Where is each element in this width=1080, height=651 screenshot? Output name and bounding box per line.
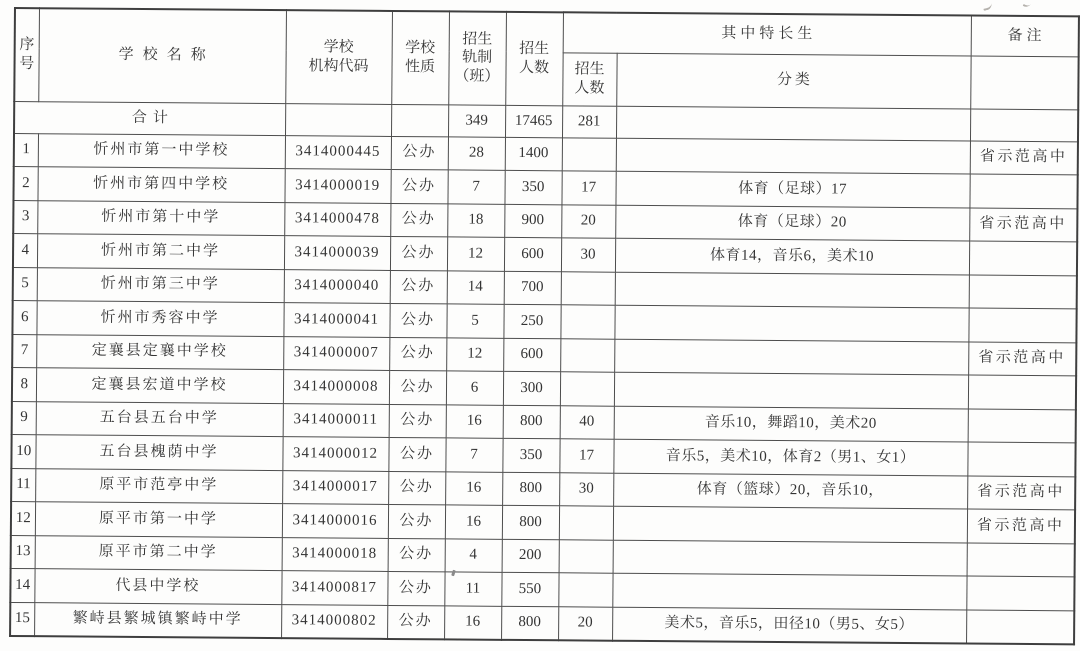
cell-school-name: 代县中学校 — [34, 569, 281, 604]
cell-special-category: 美术5，音乐5，田径10（男5、女5） — [612, 607, 966, 643]
cell-enroll-classes: 4 — [445, 538, 502, 572]
cell-special-category — [614, 372, 968, 408]
table-row — [10, 602, 1074, 644]
cell-school-code: 3414000041 — [283, 303, 389, 337]
cell-enroll-students: 550 — [501, 572, 558, 606]
summary-category — [616, 106, 970, 141]
cell-school-name: 忻州市第三中学 — [37, 267, 284, 302]
cell-school-nature: 公办 — [389, 404, 446, 438]
cell-school-code: 3414000817 — [281, 571, 387, 605]
scan-artifact-mark — [982, 2, 992, 11]
cell-enroll-students: 800 — [503, 405, 560, 439]
cell-special-category — [614, 305, 968, 341]
header-remark: 备注 — [971, 16, 1079, 57]
header-enroll-classes: 招生 轨制 （班） — [448, 11, 506, 104]
cell-school-name: 忻州市秀容中学 — [36, 301, 283, 336]
cell-special-category — [614, 339, 968, 375]
table-wrapper — [9, 7, 1080, 645]
cell-school-name: 忻州市第四中学校 — [37, 167, 284, 202]
table-body — [10, 133, 1078, 644]
cell-school-name: 繁峙县繁城镇繁峙中学 — [34, 602, 281, 637]
cell-remark — [969, 275, 1077, 309]
cell-enroll-classes: 16 — [445, 471, 502, 505]
cell-school-nature: 公办 — [388, 471, 445, 505]
cell-school-name: 忻州市第一中学校 — [38, 133, 285, 168]
cell-school-name: 忻州市第十中学 — [37, 200, 284, 235]
cell-enroll-students: 800 — [502, 505, 559, 539]
cell-school-nature: 公办 — [390, 270, 447, 304]
cell-special-students — [562, 137, 616, 171]
cell-enroll-students: 250 — [503, 304, 560, 338]
header-serial-no: 序号 — [14, 8, 39, 101]
cell-enroll-students: 800 — [501, 606, 558, 640]
cell-special-category — [613, 540, 967, 576]
summary-label: 合计 — [14, 101, 285, 135]
cell-serial-no: 5 — [13, 267, 37, 301]
cell-school-code: 3414000011 — [283, 403, 389, 437]
cell-serial-no: 3 — [13, 200, 37, 234]
cell-remark — [967, 543, 1075, 577]
cell-special-students: 20 — [558, 606, 612, 640]
cell-serial-no: 11 — [11, 468, 35, 502]
cell-remark — [968, 308, 1076, 342]
header-school-nature: 学校 性质 — [391, 11, 449, 104]
cell-remark — [968, 375, 1076, 409]
header-special-category: 分类 — [616, 53, 970, 109]
cell-special-students — [561, 271, 615, 305]
cell-serial-no: 13 — [11, 535, 35, 569]
cell-serial-no: 7 — [12, 334, 36, 368]
cell-school-code: 3414000012 — [282, 437, 388, 471]
summary-special-students: 281 — [562, 105, 616, 137]
cell-serial-no: 9 — [12, 401, 36, 435]
cell-remark — [969, 241, 1077, 275]
cell-school-code: 3414000039 — [284, 236, 390, 270]
cell-school-name: 原平市第二中学 — [35, 535, 282, 570]
cell-remark: 省示范高中 — [969, 208, 1077, 242]
cell-enroll-students: 800 — [502, 472, 559, 506]
cell-school-code: 3414000478 — [284, 202, 390, 236]
cell-enroll-classes: 16 — [444, 605, 501, 639]
cell-remark: 省示范高中 — [967, 509, 1075, 543]
cell-school-nature: 公办 — [387, 571, 444, 605]
cell-enroll-classes: 7 — [445, 438, 502, 472]
cell-school-code: 3414000802 — [281, 604, 387, 638]
cell-enroll-students: 900 — [504, 204, 561, 238]
cell-special-students — [560, 305, 614, 339]
cell-school-code: 3414000017 — [282, 470, 388, 504]
summary-students: 17465 — [505, 105, 562, 137]
cell-enroll-classes: 16 — [446, 404, 503, 438]
cell-special-category: 体育（篮球）20，音乐10， — [613, 473, 967, 509]
cell-special-students: 30 — [559, 472, 613, 506]
cell-school-code: 3414000445 — [285, 135, 391, 169]
cell-school-nature: 公办 — [388, 437, 445, 471]
cell-enroll-classes: 12 — [447, 237, 504, 271]
cell-special-students — [560, 338, 614, 372]
cell-special-students — [559, 539, 613, 573]
cell-serial-no: 8 — [12, 367, 36, 401]
summary-classes: 349 — [448, 104, 505, 136]
cell-serial-no: 2 — [13, 167, 37, 201]
cell-school-code: 3414000019 — [284, 169, 390, 203]
cell-remark: 省示范高中 — [968, 342, 1076, 376]
cell-school-code: 3414000040 — [284, 269, 390, 303]
cell-school-code: 3414000016 — [282, 504, 388, 538]
cell-enroll-classes: 11 — [444, 572, 501, 606]
cell-serial-no: 15 — [10, 602, 34, 636]
cell-enroll-classes: 16 — [445, 505, 502, 539]
cell-enroll-students: 700 — [504, 271, 561, 305]
cell-special-students: 20 — [561, 204, 615, 238]
cell-school-nature: 公办 — [390, 169, 447, 203]
cell-school-name: 原平市范亭中学 — [35, 468, 282, 503]
cell-enroll-classes: 14 — [447, 270, 504, 304]
cell-school-nature: 公办 — [388, 538, 445, 572]
enrollment-table — [9, 7, 1080, 645]
header-row-top — [15, 8, 1079, 56]
cell-enroll-classes: 28 — [448, 136, 505, 170]
cell-enroll-classes: 12 — [446, 337, 503, 371]
cell-serial-no: 1 — [14, 133, 38, 167]
cell-school-nature: 公办 — [391, 136, 448, 170]
cell-special-category: 体育（足球）17 — [615, 171, 969, 207]
header-special-students: 招生 人数 — [562, 52, 616, 105]
cell-remark: 省示范高中 — [970, 141, 1078, 175]
cell-school-name: 定襄县定襄中学校 — [36, 334, 283, 369]
cell-special-students: 30 — [561, 238, 615, 272]
cell-special-students: 40 — [560, 405, 614, 439]
cell-school-name: 五台县槐荫中学 — [35, 435, 282, 470]
cell-school-code: 3414000018 — [282, 537, 388, 571]
cell-school-nature: 公办 — [390, 236, 447, 270]
summary-nature — [391, 104, 448, 136]
cell-special-category: 音乐10，舞蹈10，美术20 — [614, 406, 968, 442]
cell-special-category: 音乐5，美术10，体育2（男1、女1） — [613, 439, 967, 475]
cell-remark — [966, 576, 1074, 610]
cell-school-nature: 公办 — [387, 605, 444, 639]
cell-enroll-students: 600 — [503, 338, 560, 372]
cell-school-nature: 公办 — [389, 370, 446, 404]
cell-remark — [969, 174, 1077, 208]
cell-enroll-classes: 7 — [447, 170, 504, 204]
cell-school-name: 忻州市第二中学 — [37, 234, 284, 269]
cell-enroll-classes: 5 — [446, 304, 503, 338]
cell-special-category: 体育（足球）20 — [615, 205, 969, 241]
cell-remark — [966, 609, 1074, 643]
cell-special-students: 17 — [561, 171, 615, 205]
cell-special-category — [613, 506, 967, 542]
cell-remark — [967, 442, 1075, 476]
cell-remark: 省示范高中 — [967, 476, 1075, 510]
header-school-code: 学校 机构代码 — [285, 10, 392, 104]
cell-serial-no: 6 — [12, 300, 36, 334]
cell-special-students: 17 — [559, 439, 613, 473]
cell-enroll-classes: 6 — [446, 371, 503, 405]
cell-special-students — [558, 573, 612, 607]
cell-remark — [968, 409, 1076, 443]
cell-enroll-students: 350 — [504, 170, 561, 204]
cell-enroll-students: 200 — [502, 539, 559, 573]
header-enroll-students: 招生 人数 — [505, 12, 563, 105]
cell-special-category — [615, 272, 969, 308]
table-header — [14, 8, 1079, 109]
cell-school-nature: 公办 — [389, 303, 446, 337]
cell-enroll-classes: 18 — [447, 203, 504, 237]
cell-enroll-students: 1400 — [505, 137, 562, 171]
cell-special-category — [616, 138, 970, 174]
cell-special-category — [612, 573, 966, 609]
summary-code — [285, 103, 391, 136]
header-school-name: 学校名称 — [38, 8, 286, 103]
cell-school-nature: 公办 — [389, 337, 446, 371]
cell-school-nature: 公办 — [390, 203, 447, 237]
cell-school-code: 3414000008 — [283, 370, 389, 404]
cell-enroll-students: 600 — [504, 237, 561, 271]
cell-serial-no: 14 — [10, 568, 34, 602]
cell-school-name: 原平市第一中学 — [35, 502, 282, 537]
scan-artifact-mark — [1023, 0, 1032, 9]
header-remark-sub-cell — [970, 56, 1078, 110]
summary-remark — [970, 109, 1078, 142]
cell-special-students — [559, 506, 613, 540]
cell-serial-no: 10 — [11, 434, 35, 468]
header-special-group: 其中特长生 — [563, 12, 971, 55]
cell-enroll-students: 300 — [503, 371, 560, 405]
cell-school-name: 定襄县宏道中学校 — [36, 368, 283, 403]
cell-enroll-students: 350 — [502, 438, 559, 472]
cell-serial-no: 12 — [11, 501, 35, 535]
cell-school-nature: 公办 — [388, 504, 445, 538]
cell-serial-no: 4 — [13, 234, 37, 268]
cell-school-name: 五台县五台中学 — [36, 401, 283, 436]
cell-special-category: 体育14，音乐6，美术10 — [615, 238, 969, 274]
cell-school-code: 3414000007 — [283, 336, 389, 370]
cell-special-students — [560, 372, 614, 406]
